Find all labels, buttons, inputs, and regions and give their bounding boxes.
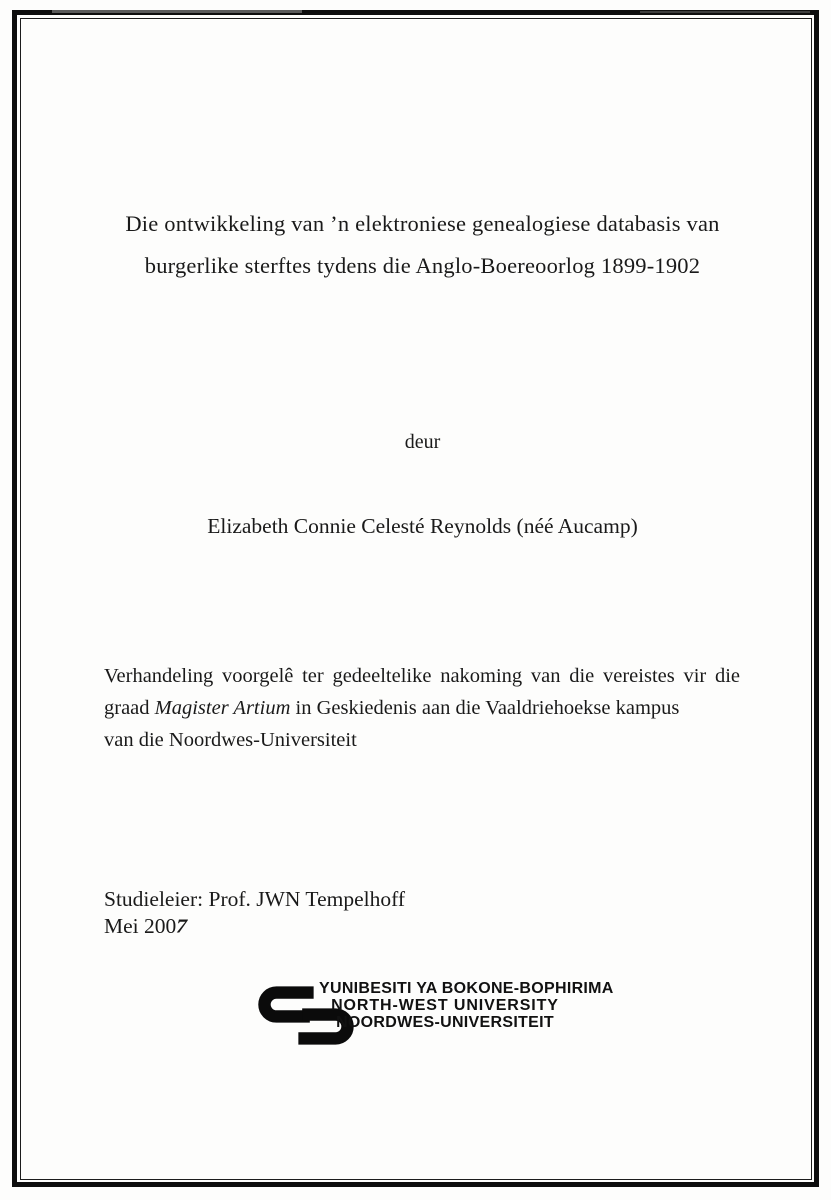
page-border-inner — [20, 18, 812, 1180]
date-last-digit: 7 — [173, 914, 190, 937]
submission-statement — [104, 660, 740, 756]
logo-line-setswana: YUNIBESITI YA BOKONE-BOPHIRIMA — [319, 980, 614, 997]
scan-artifact — [640, 11, 810, 13]
submission-line2-prefix: graad — [104, 697, 155, 719]
submission-line2-suffix: in Geskiedenis aan die Vaaldriehoekse kampus — [290, 697, 680, 719]
logo-line-afrikaans: NOORDWES-UNIVERSITEIT — [336, 1014, 554, 1031]
imprint-block — [104, 886, 405, 939]
logo-line-english: NORTH-WEST UNIVERSITY — [331, 997, 559, 1014]
date-line — [104, 913, 405, 940]
thesis-title-line2: burgerlike sterftes tydens die Anglo-Boereoorlog 1899-1902 — [144, 253, 701, 278]
submission-line1: Verhandeling voorgelê ter gedeeltelike nakoming van die vereistes vir die — [104, 665, 740, 687]
degree-name: Magister Artium — [154, 697, 291, 719]
thesis-title-line1: Die ontwikkeling van ’n elektroniese genealogiese databasis van — [125, 211, 720, 236]
submission-line3: van die Noordwes-Universiteit — [104, 729, 357, 751]
submission-line2 — [104, 692, 740, 724]
page-border-outer — [12, 10, 819, 1187]
author-name: Elizabeth Connie Celesté Reynolds (néé Aucamp) — [207, 514, 638, 538]
scan-artifact — [52, 10, 302, 13]
supervisor-line: Studieleier: Prof. JWN Tempelhoff — [104, 887, 406, 911]
date-prefix: Mei 200 — [104, 913, 177, 938]
byline: deur — [404, 431, 441, 453]
